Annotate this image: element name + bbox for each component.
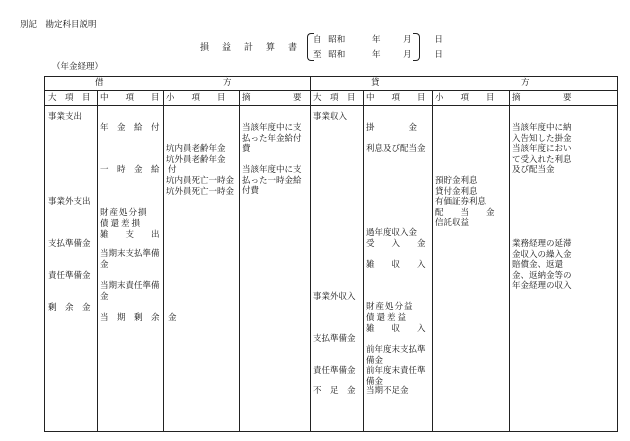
- rule-d-major: [97, 90, 98, 431]
- period-to-prefix: 至: [313, 50, 322, 60]
- d-medium-item: 一 時 金 給 付: [100, 165, 177, 175]
- c-summary-item: 当該年度中に納入告知した掛金: [512, 123, 572, 144]
- period-to-year: 年: [371, 50, 381, 60]
- rule-header-2: [45, 105, 617, 106]
- c-major-item: 不 足 金: [313, 386, 356, 396]
- c-summary-item: 当該年度において受入れた利息及び配当金: [512, 144, 572, 175]
- c-summary-item: 業務経理の延滞金収入の繰入金賠償金、返還金、返納金等の年金経理の収入: [512, 239, 572, 291]
- period-to-day: 日: [434, 50, 443, 60]
- rule-debit-credit: [310, 77, 311, 431]
- c-col-minor: 小 項 目: [435, 93, 495, 103]
- c-major-item: 責任準備金: [313, 366, 356, 376]
- c-medium-item: 受 入 金: [366, 239, 426, 249]
- d-summary-item: 当該年度中に支払った年金給付費: [242, 123, 302, 154]
- c-col-major: 大 項 目: [313, 93, 356, 103]
- attachment-label: 別記 勘定科目説明: [20, 20, 97, 30]
- d-summary-item: 当該年度中に支払った一時金給付費: [242, 165, 302, 196]
- rule-header-1: [45, 90, 617, 91]
- d-minor-item: 坑内員老齢年金: [166, 144, 226, 154]
- d-medium-item: 当期末支払準備金: [100, 249, 160, 270]
- d-major-item: 事業支出: [48, 112, 83, 122]
- rule-c-minor: [509, 90, 510, 431]
- c-medium-item: 利息及び配当金: [366, 144, 426, 154]
- d-col-major: 大 項 目: [48, 93, 91, 103]
- c-major-item: 事業収入: [313, 112, 348, 122]
- d-col-medium: 中 項 目: [100, 93, 160, 103]
- c-medium-item: 雑 収 入: [366, 324, 426, 334]
- c-medium-item: 当期不足金: [366, 386, 409, 396]
- rule-c-major: [363, 90, 364, 431]
- d-medium-item: 当 期 剰 余 金: [100, 313, 177, 323]
- period-from-row: [313, 35, 443, 45]
- c-col-medium: 中 項 目: [366, 93, 426, 103]
- c-major-item: 事業外収入: [313, 292, 356, 302]
- c-medium-item: 債還差益: [366, 313, 409, 323]
- d-major-item: 事業外支出: [48, 197, 91, 207]
- fund-label: （年金経理）: [52, 62, 104, 72]
- period-to-row: [313, 50, 443, 60]
- c-minor-item: 預貯金利息: [435, 176, 478, 186]
- d-col-summary: 摘 要: [242, 93, 302, 103]
- period-from-month: 月: [403, 35, 412, 45]
- c-col-summary: 摘 要: [512, 93, 572, 103]
- period-from-year: 年: [371, 35, 381, 45]
- page-title: 損 益 計 算 書: [200, 43, 300, 53]
- credit-side-label: 方: [521, 78, 530, 88]
- d-medium-item: 年 金 給 付: [100, 123, 160, 133]
- d-major-item: 剰 余 金: [48, 303, 91, 313]
- d-medium-item: 当期末責任準備金: [100, 281, 160, 302]
- period-to-month: 月: [403, 50, 412, 60]
- c-medium-item: 掛 金: [366, 123, 418, 133]
- c-minor-item: 信託収益: [435, 218, 470, 228]
- d-medium-item: 財産処分損: [100, 208, 148, 218]
- period-from-era: 昭和: [328, 35, 346, 45]
- c-major-item: 支払準備金: [313, 334, 356, 344]
- c-medium-item: 雑 収 入: [366, 260, 426, 270]
- rule-c-medium: [432, 90, 433, 431]
- income-statement-table: [44, 76, 618, 432]
- c-medium-item: 過年度収入金: [366, 228, 418, 238]
- rule-d-minor: [239, 90, 240, 431]
- d-major-item: 責任準備金: [48, 271, 91, 281]
- d-medium-item: 雑 支 出: [100, 230, 160, 240]
- d-minor-item: 坑外員死亡一時金: [166, 187, 235, 197]
- c-medium-item: 前年度末責任準備金: [366, 366, 426, 387]
- c-minor-item: 有価証券利息: [435, 197, 487, 207]
- d-medium-item: 債還差損: [100, 219, 143, 229]
- c-medium-item: 前年度末支払準備金: [366, 345, 426, 366]
- d-minor-item: 坑外員老齢年金: [166, 155, 226, 165]
- c-minor-item: 配 当 金: [435, 208, 495, 218]
- d-minor-item: 坑内員死亡一時金: [166, 176, 235, 186]
- c-minor-item: 貸付金利息: [435, 187, 478, 197]
- c-medium-item: 財産処分益: [366, 302, 414, 312]
- rule-d-medium: [163, 90, 164, 431]
- period-from-day: 日: [434, 35, 443, 45]
- debit-side-label: 方: [223, 78, 232, 88]
- period-from-prefix: 自: [313, 35, 322, 45]
- period-to-era: 昭和: [328, 50, 346, 60]
- d-major-item: 支払準備金: [48, 239, 91, 249]
- debit-label: 借: [95, 78, 104, 88]
- d-col-minor: 小 項 目: [166, 93, 226, 103]
- credit-label: 貸: [371, 78, 380, 88]
